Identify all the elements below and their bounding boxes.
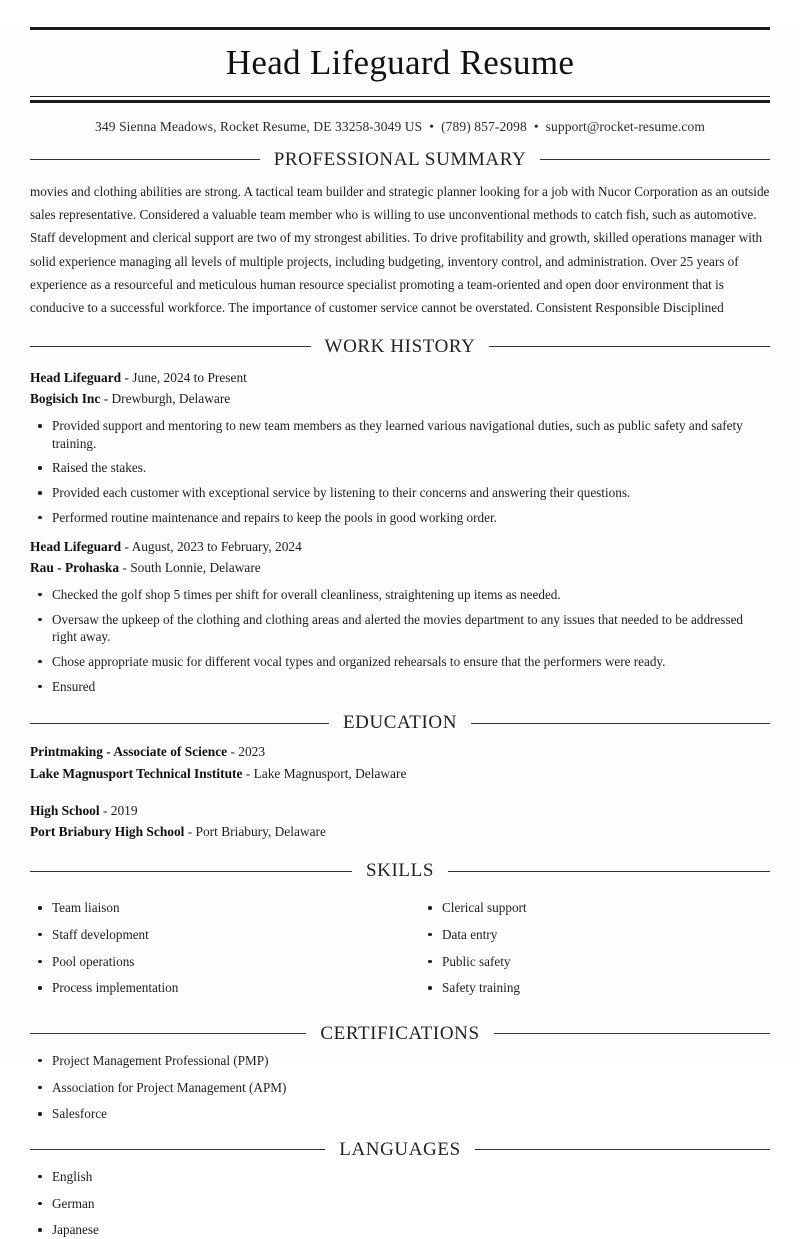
education-entry xyxy=(30,741,770,784)
page-title: Head Lifeguard Resume xyxy=(225,43,575,82)
education-school: Lake Magnusport Technical Institute xyxy=(30,766,243,782)
contact-phone: (789) 857-2098 xyxy=(441,118,527,134)
section-rule-right xyxy=(494,1033,770,1034)
skills-columns xyxy=(30,889,770,1006)
list-item: Pool operations xyxy=(30,953,400,971)
skills-list-left xyxy=(30,899,400,997)
section-title-work-history: WORK HISTORY xyxy=(324,335,476,357)
languages-list xyxy=(30,1168,770,1239)
list-item: Provided support and mentoring to new team members as they learned various navigational duties, such as public safety and safety training. xyxy=(30,417,770,452)
job-location: - Drewburgh, Delaware xyxy=(103,391,231,407)
section-rule-left xyxy=(30,723,329,724)
education-year: - 2023 xyxy=(230,744,266,760)
section-header xyxy=(30,149,770,171)
section-header xyxy=(30,336,770,358)
list-item: Process implementation xyxy=(30,979,400,997)
list-item: Checked the golf shop 5 times per shift for overall cleanliness, straightening up items as needed. xyxy=(30,586,770,604)
section-rule-right xyxy=(471,723,770,724)
education-degree: High School xyxy=(30,802,100,818)
contact-info xyxy=(30,103,770,135)
job-dates: - August, 2023 to February, 2024 xyxy=(124,538,302,554)
section-title-education: EDUCATION xyxy=(342,712,458,734)
education-entry xyxy=(30,800,770,843)
section-rule-right xyxy=(489,346,770,347)
contact-separator-2: • xyxy=(533,118,539,134)
contact-email: support@rocket-resume.com xyxy=(545,118,705,134)
job-dates: - June, 2024 to Present xyxy=(124,369,247,385)
education-location: - Lake Magnusport, Delaware xyxy=(245,766,407,782)
summary-text: movies and clothing abilities are strong. A tactical team builder and strategic planner looking for a job with Nucor Corporation as an outside sales representative. Considered a valuable team member who is willing to use unconventional methods to catch fish, such as automotive. Staff development and clerical support are two of my strongest abilities. To drive profitability and growth, skilled operations manager with solid experience managing all levels of multiple projects, including budgeting, inventory control, and administration. Over 25 years of experience as a resourceful and meticulous human resource specialist promoting a team-oriented and open door environment that is conducive to a successful workforce. The importance of customer service cannot be overstated. Consistent Responsible Disciplined xyxy=(30,183,770,316)
section-rule-left xyxy=(30,871,352,872)
section-rule-left xyxy=(30,346,311,347)
education-degree: Printmaking - Associate of Science xyxy=(30,744,228,760)
job-bullet-list xyxy=(30,417,770,526)
job-bullet-list xyxy=(30,586,770,695)
section-header xyxy=(30,1023,770,1045)
section-title-languages: LANGUAGES xyxy=(339,1138,461,1160)
list-item: Salesforce xyxy=(30,1105,770,1123)
job-role-line xyxy=(30,536,770,558)
job-company-line xyxy=(30,388,770,410)
section-header xyxy=(30,1139,770,1161)
section-languages xyxy=(30,1139,770,1239)
list-item: Oversaw the upkeep of the clothing and clothing areas and alerted the movies department to any issues that needed to be addressed right away. xyxy=(30,611,770,646)
skills-list-right xyxy=(420,899,770,997)
education-location: - Port Briabury, Delaware xyxy=(187,824,326,840)
job-role: Head Lifeguard xyxy=(30,538,122,554)
section-title-certifications: CERTIFICATIONS xyxy=(320,1022,480,1044)
section-title-summary: PROFESSIONAL SUMMARY xyxy=(273,148,527,170)
list-item: Ensured xyxy=(30,678,770,696)
education-degree-line xyxy=(30,800,770,822)
skills-column-right xyxy=(400,892,770,1006)
section-professional-summary xyxy=(30,149,770,320)
section-rule-left xyxy=(30,159,260,160)
resume-page xyxy=(0,27,800,1238)
education-degree-line xyxy=(30,741,770,763)
list-item: Clerical support xyxy=(420,899,770,917)
list-item: Raised the stakes. xyxy=(30,459,770,477)
job-company: Rau - Prohaska xyxy=(30,560,120,576)
section-header xyxy=(30,860,770,882)
list-item: Performed routine maintenance and repairs to keep the pools in good working order. xyxy=(30,509,770,527)
section-rule-right xyxy=(475,1149,770,1150)
education-school-line xyxy=(30,821,770,843)
section-title-skills: SKILLS xyxy=(366,860,434,882)
section-certifications xyxy=(30,1023,770,1123)
work-history-entry xyxy=(30,367,770,527)
list-item: Association for Project Management (APM) xyxy=(30,1079,770,1097)
skills-column-left xyxy=(30,892,400,1006)
list-item: Project Management Professional (PMP) xyxy=(30,1052,770,1070)
section-rule-right xyxy=(540,159,770,160)
job-role: Head Lifeguard xyxy=(30,369,122,385)
section-skills xyxy=(30,860,770,1006)
list-item: German xyxy=(30,1195,770,1213)
contact-separator-1: • xyxy=(429,118,435,134)
list-item: Safety training xyxy=(420,979,770,997)
list-item: Data entry xyxy=(420,926,770,944)
contact-address: 349 Sienna Meadows, Rocket Resume, DE 33258-3049 US xyxy=(95,118,423,134)
job-company: Bogisich Inc xyxy=(30,391,101,407)
certifications-list xyxy=(30,1052,770,1123)
section-rule-left xyxy=(30,1033,306,1034)
job-role-line xyxy=(30,367,770,389)
section-rule-right xyxy=(448,871,770,872)
education-school-line xyxy=(30,763,770,785)
job-location: - South Lonnie, Delaware xyxy=(122,560,261,576)
list-item: Provided each customer with exceptional service by listening to their concerns and answering their questions. xyxy=(30,484,770,502)
education-year: - 2019 xyxy=(102,802,138,818)
section-header xyxy=(30,712,770,734)
list-item: Staff development xyxy=(30,926,400,944)
section-education xyxy=(30,712,770,843)
list-item: English xyxy=(30,1168,770,1186)
list-item: Japanese xyxy=(30,1221,770,1239)
job-company-line xyxy=(30,557,770,579)
list-item: Team liaison xyxy=(30,899,400,917)
education-school: Port Briabury High School xyxy=(30,824,185,840)
section-work-history xyxy=(30,336,770,696)
section-rule-left xyxy=(30,1149,325,1150)
list-item: Public safety xyxy=(420,953,770,971)
work-history-entry xyxy=(30,536,770,696)
list-item: Chose appropriate music for different vocal types and organized rehearsals to ensure that the performers were ready. xyxy=(30,653,770,671)
